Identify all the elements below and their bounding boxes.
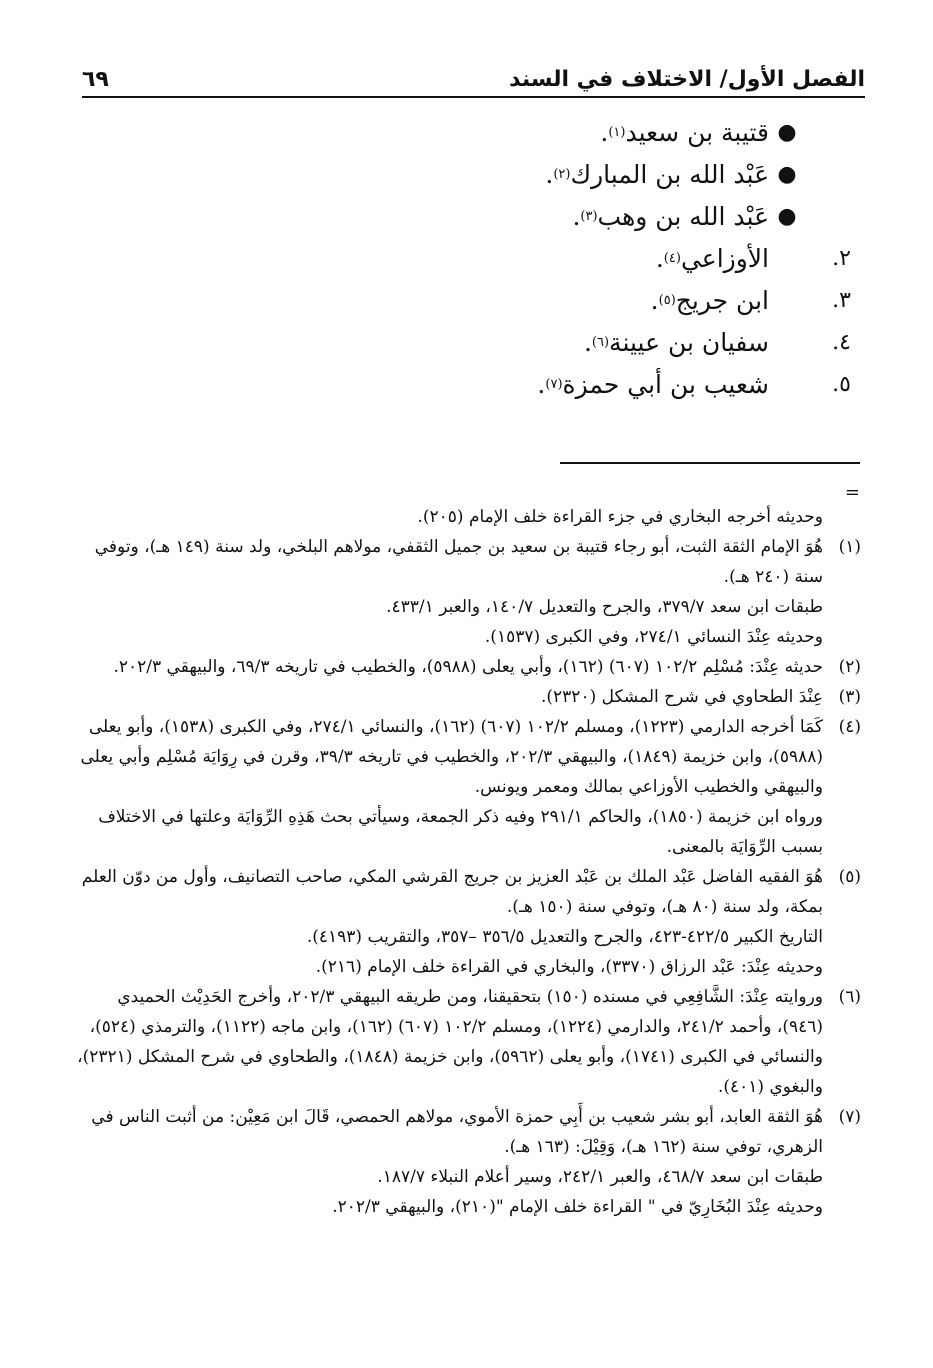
footnote-mark: (٤) [838, 717, 861, 737]
list-item-tail: . [545, 160, 554, 189]
list-item-text: عَبْد الله بن المبارك [570, 160, 769, 189]
footnote-text: هُوَ الفقيه الفاضل عَبْد الملك بن عَبْد العزيز بن جريج القرشي المكي، صاحب التصانيف، وأول من دوّن العلم بمكة، ولد سنة (٨٠ هـ)، وتوفي سنة (١٥٠ هـ). [81, 867, 823, 917]
footnote-text: هُوَ الثقة العابد، أبو بشر شعيب بن أَبِي حمزة الأموي، مولاهم الحمصي، قَالَ ابن مَعِيْن: من أثبت الناس في الزهري، توفي سنة (١٦٢ هـ)، وَقِيْلَ: (١٦٣ هـ). [91, 1107, 823, 1157]
list-item-tail: . [600, 118, 609, 147]
list-item-tail: . [572, 202, 581, 231]
footnote-mark: (٢) [838, 657, 861, 677]
list-item-text: ابن جريج [675, 286, 769, 315]
footnote-7 [71, 1102, 861, 1222]
list-item-text: سفيان بن عيينة [609, 328, 769, 357]
bullet-marker: ● [777, 204, 797, 229]
footnote-6 [71, 982, 861, 1102]
footnote-2 [71, 652, 861, 682]
number-marker: ٥. [832, 372, 851, 397]
footnote-mark: (١) [838, 537, 861, 557]
list-item: ٤. سفيان بن عيينة (٦) . [245, 322, 851, 364]
footnote-mark: (٧) [838, 1107, 861, 1127]
page-header [82, 62, 865, 98]
footnote-4 [71, 712, 861, 862]
list-item: ● عَبْد الله بن وهب (٣) . [245, 196, 805, 238]
footnote-mark: (٣) [838, 687, 861, 707]
footnote-1 [71, 532, 861, 652]
list-item-text: الأوزاعي [680, 244, 769, 273]
bullet-marker: ● [777, 162, 797, 187]
list-item-text: عَبْد الله بن وهب [597, 202, 769, 231]
list-item: ● قتيبة بن سعيد (١) . [245, 112, 805, 154]
list-item-tail: . [655, 244, 664, 273]
footnote-text: وروايته عِنْدَ: الشَّافِعِي في مسنده (١٥٠) بتحقيقنا، ومن طريقه البيهقي ٢٠٢/٣، وأخرج الحَدِيْث الحميدي (٩٤٦)، وأحمد ٢٤١/٢، والدارمي (١٢٢٤)، ومسلم ١٠٢/٢ (٦٠٧) (١٦٢)، وابن ماجه (١١٢٢)، والترمذي (٥٢٤)، والنسائي في الكبرى (١٧٤١)، وأبو يعلى (٥٩٦٢)، وابن خزيمة (١٨٤٨)، والطحاوي في شرح المشكل (٢٣٢١)، والبغوي (٤٠١). [77, 987, 823, 1097]
list-item-text: قتيبة بن سعيد [625, 118, 769, 147]
footnote-text: كَمَا أخرجه الدارمي (١٢٢٣)، ومسلم ١٠٢/٢ (٦٠٧) (١٦٢)، والنسائي ٢٧٤/١، وفي الكبرى (١٥٣٨)، وأبو يعلى (٥٩٨٨)، وابن خزيمة (١٨٤٩)، والبيهقي ٢٠٢/٣، والخطيب في تاريخه ٣٩/٣، وقرن في رِوَايَة مُسْلِم وأبي يعلى والبيهقي والخطيب الأوزاعي بمالك ومعمر ويونس. [80, 717, 823, 797]
footnote-source: وحديثه عِنْدَ: عَبْد الرزاق (٣٣٧٠)، والبخاري في القراءة خلف الإمام (٢١٦). [315, 957, 823, 977]
bullet-marker: ● [777, 120, 797, 145]
footnote-text: ورواه ابن خزيمة (١٨٥٠)، والحاكم ٢٩١/١ وفيه ذكر الجمعة، وسيأتي بحث هَذِهِ الرِّوَايَة وعلتها في الاختلاف بسبب الرِّوَايَة بالمعنى. [98, 807, 823, 857]
list-item-tail: . [537, 370, 546, 399]
continuation-mark: = [844, 482, 860, 503]
footnote-mark: (٥) [838, 867, 861, 887]
list-item: ● عَبْد الله بن المبارك (٢) . [245, 154, 805, 196]
number-marker: ٢. [832, 246, 851, 271]
footnote-3 [71, 682, 861, 712]
footnote-separator [560, 462, 860, 464]
footnote-5 [71, 862, 861, 982]
list-item-tail: . [583, 328, 592, 357]
footnote-text: عِنْدَ الطحاوي في شرح المشكل (٢٣٢٠). [541, 687, 823, 707]
footnote-source: التاريخ الكبير ٤٢٢/٥-٤٢٣، والجرح والتعديل ٣٥٦/٥ –٣٥٧، والتقريب (٤١٩٣). [306, 927, 823, 947]
page-number: ٦٩ [82, 67, 109, 92]
number-marker: ٤. [832, 330, 851, 355]
list-item: ٣. ابن جريج (٥) . [245, 280, 851, 322]
list-item: ٢. الأوزاعي (٤) . [245, 238, 851, 280]
number-marker: ٣. [832, 288, 851, 313]
footnote-source: وحديثه عِنْدَ النسائي ٢٧٤/١، وفي الكبرى (١٥٣٧). [484, 627, 823, 647]
chapter-title: الفصل الأول/ الاختلاف في السند [509, 67, 865, 92]
list-item-text: شعيب بن أبي حمزة [562, 370, 769, 399]
footnote-text: هُوَ الإمام الثقة الثبت، أبو رجاء قتيبة بن سعيد بن جميل الثقفي، مولاهم البلخي، ولد سنة (١٤٩ هـ)، وتوفي سنة (٢٤٠ هـ). [94, 537, 823, 587]
list-item: ٥. شعيب بن أبي حمزة (٧) . [245, 364, 851, 406]
footnote-mark: (٦) [838, 987, 861, 1007]
footnote-text: حديثه عِنْدَ: مُسْلِم ١٠٢/٢ (٦٠٧) (١٦٢)، وأبي يعلى (٥٩٨٨)، والخطيب في تاريخه ٦٩/٣، والبيهقي ٢٠٢/٣. [113, 657, 823, 677]
footnotes [71, 502, 861, 1222]
footnote-source: طبقات ابن سعد ٣٧٩/٧، والجرح والتعديل ١٤٠/٧، والعبر ٤٣٣/١. [386, 597, 823, 617]
footnote-source: طبقات ابن سعد ٤٦٨/٧، والعبر ٢٤٢/١، وسير أعلام النبلاء ١٨٧/٧. [377, 1167, 823, 1187]
narrator-list [245, 112, 851, 406]
footnote-continuation: وحديثه أخرجه البخاري في جزء القراءة خلف الإمام (٢٠٥). [417, 507, 823, 527]
footnote-source: وحديثه عِنْدَ البُخَارِيّ في " القراءة خلف الإمام "(٢١٠)، والبيهقي ٢٠٢/٣. [332, 1197, 823, 1217]
list-item-tail: . [650, 286, 659, 315]
